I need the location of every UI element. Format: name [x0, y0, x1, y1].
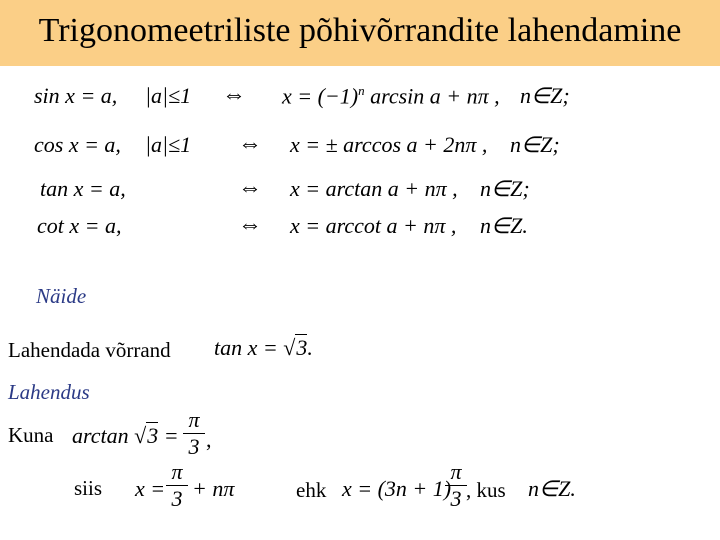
solution-x-equals: x = [135, 476, 166, 501]
example-task-text: Lahendada võrrand [8, 338, 171, 362]
example-task-period: . [307, 335, 313, 360]
sqrt-icon: √ [134, 423, 147, 448]
eq-sin-solution [282, 83, 500, 109]
eq-sin-solution-post: arcsin a + nπ , [364, 83, 500, 109]
example-heading: Näide [36, 284, 87, 308]
solution-ehk: ehk [296, 478, 327, 502]
fraction-denominator: 3 [188, 434, 200, 459]
solution-kuna: Kuna [8, 423, 54, 447]
eq-tan-domain: n∈Z; [480, 176, 530, 201]
solution-arctan: arctan [72, 423, 135, 448]
eq-cos-lhs: cos x = a, [34, 132, 121, 157]
example-sqrt-arg: 3 [296, 335, 308, 360]
solution-heading: Lahendus [8, 380, 90, 404]
eq-sin-solution-exponent: n [358, 83, 365, 98]
eq-sin-condition: |a|≤1 [145, 83, 192, 108]
fraction-numerator: π [171, 459, 183, 484]
eq-tan-lhs: tan x = a, [40, 176, 126, 201]
solution-n-in-z: n∈Z. [528, 476, 576, 501]
eq-sin-domain: n∈Z; [520, 83, 570, 108]
eq-cos-solution: x = ± arccos a + 2nπ , [290, 132, 488, 157]
iff-arrow-icon: ⇔ [238, 131, 262, 157]
fraction-denominator: 3 [171, 486, 183, 511]
fraction-numerator: π [188, 407, 200, 432]
eq-sin-solution-pre: x = (−1) [282, 83, 359, 109]
fraction-pi-over-3 [183, 408, 205, 459]
iff-arrow-icon: ⇔ [238, 175, 262, 201]
solution-kus: , kus [466, 478, 506, 502]
example-task-lhs: tan x = [214, 335, 284, 360]
fraction-pi-over-3 [166, 460, 188, 511]
iff-arrow-icon: ⇔ [238, 212, 262, 238]
eq-cot-solution: x = arccot a + nπ , [290, 213, 457, 238]
solution-comma: , [206, 427, 212, 452]
solution-x-equals-3n1: x = (3n + 1) [342, 476, 452, 501]
iff-arrow-icon: ⇔ [222, 82, 246, 108]
solution-plus-npi: + nπ [192, 476, 235, 501]
eq-cos-condition: |a|≤1 [145, 132, 192, 157]
eq-cos-domain: n∈Z; [510, 132, 560, 157]
solution-arctan-expr [72, 423, 179, 449]
page-title: Trigonomeetriliste põhivõrrandite lahendamine [38, 12, 682, 49]
eq-cot-domain: n∈Z. [480, 213, 528, 238]
solution-sqrt-arg: 3 [147, 423, 159, 448]
fraction-denominator: 3 [450, 486, 462, 511]
eq-sin-lhs: sin x = a, [34, 83, 118, 108]
eq-tan-solution: x = arctan a + nπ , [290, 176, 458, 201]
solution-equals: = [158, 423, 179, 448]
sqrt-icon: √ [283, 335, 296, 360]
fraction-pi-over-3 [445, 460, 467, 511]
fraction-numerator: π [450, 459, 462, 484]
solution-siis: siis [74, 476, 103, 500]
eq-cot-lhs: cot x = a, [37, 213, 122, 238]
example-task-equation [214, 335, 313, 361]
